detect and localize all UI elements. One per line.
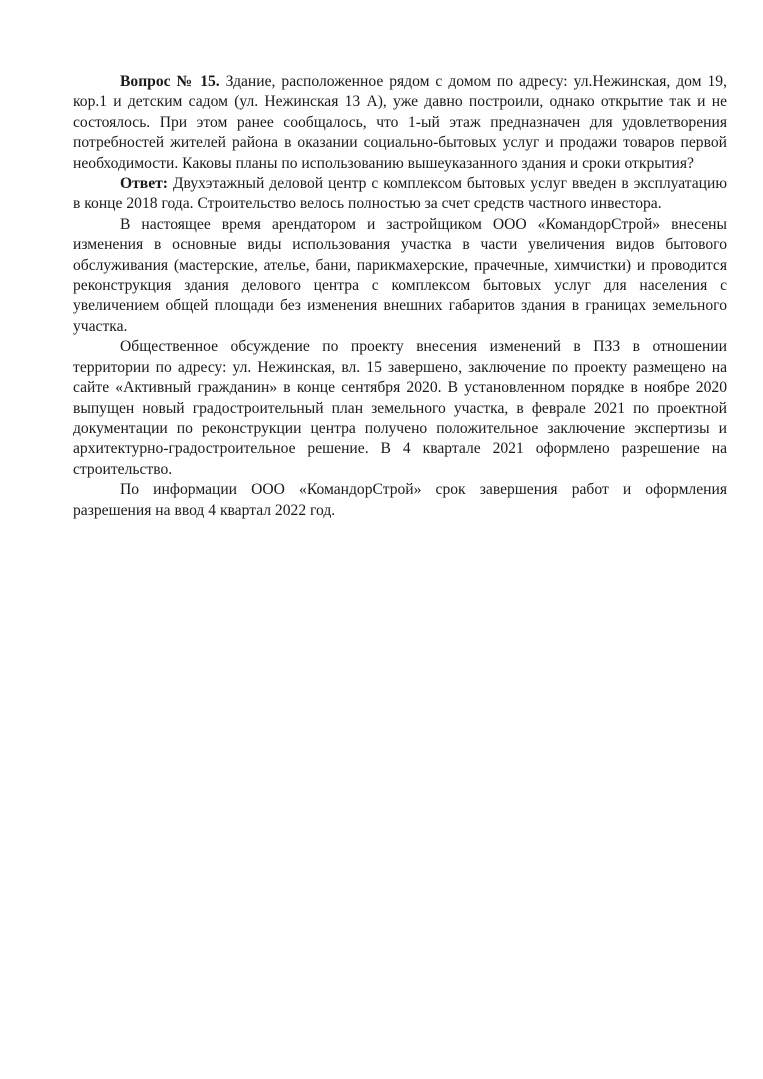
answer-text: Двухэтажный деловой центр с комплексом бытовых услуг введен в эксплуатацию в конце 2018 года. Строительство велось полностью за счет средств частного инвестора. [73, 175, 727, 213]
question-text: Здание, расположенное рядом с домом по адресу: ул.Нежинская, дом 19, кор.1 и детским садом (ул. Нежинская 13 А), уже давно построили, однако открытие так и не состоялось. При этом ранее сообщалось, что 1-ый этаж предназначен для удовлетворения потребностей жителей района в оказании социально-бытовых услуг и продажи товаров первой необходимости. Каковы планы по использованию вышеуказанного здания и сроки открытия? [73, 73, 727, 172]
question-label: Вопрос № 15. [120, 73, 220, 90]
body-paragraph: По информации ООО «КомандорСтрой» срок завершения работ и оформления разрешения на ввод 4 квартал 2022 год. [73, 481, 727, 519]
answer-label: Ответ: [120, 175, 168, 193]
answer-paragraph [73, 174, 727, 215]
body-paragraph: Общественное обсуждение по проекту внесения изменений в ПЗЗ в отношении территории по адресу: ул. Нежинская, вл. 15 завершено, заключение по проекту размещено на сайте «Активный гражданин» в конце сентября 2020. В установленном порядке в ноябре 2020 выпущен новый градостроительный план земельного участка, в феврале 2021 по проектной документации по реконструкции центра получено положительное заключение экспертизы и архитектурно-градостроительное решение. В 4 квартале 2021 оформлено разрешение на строительство. [73, 338, 727, 478]
question-paragraph [73, 72, 727, 174]
body-paragraph: В настоящее время арендатором и застройщиком ООО «КомандорСтрой» внесены изменения в основные виды использования участка в части увеличения видов бытового обслуживания (мастерские, ателье, бани, парикмахерские, прачечные, химчистки) и проводится реконструкция здания делового центра с комплексом бытовых услуг для населения с увеличением общей площади без изменения внешних габаритов здания в границах земельного участка. [73, 215, 727, 335]
document-body [73, 72, 727, 521]
